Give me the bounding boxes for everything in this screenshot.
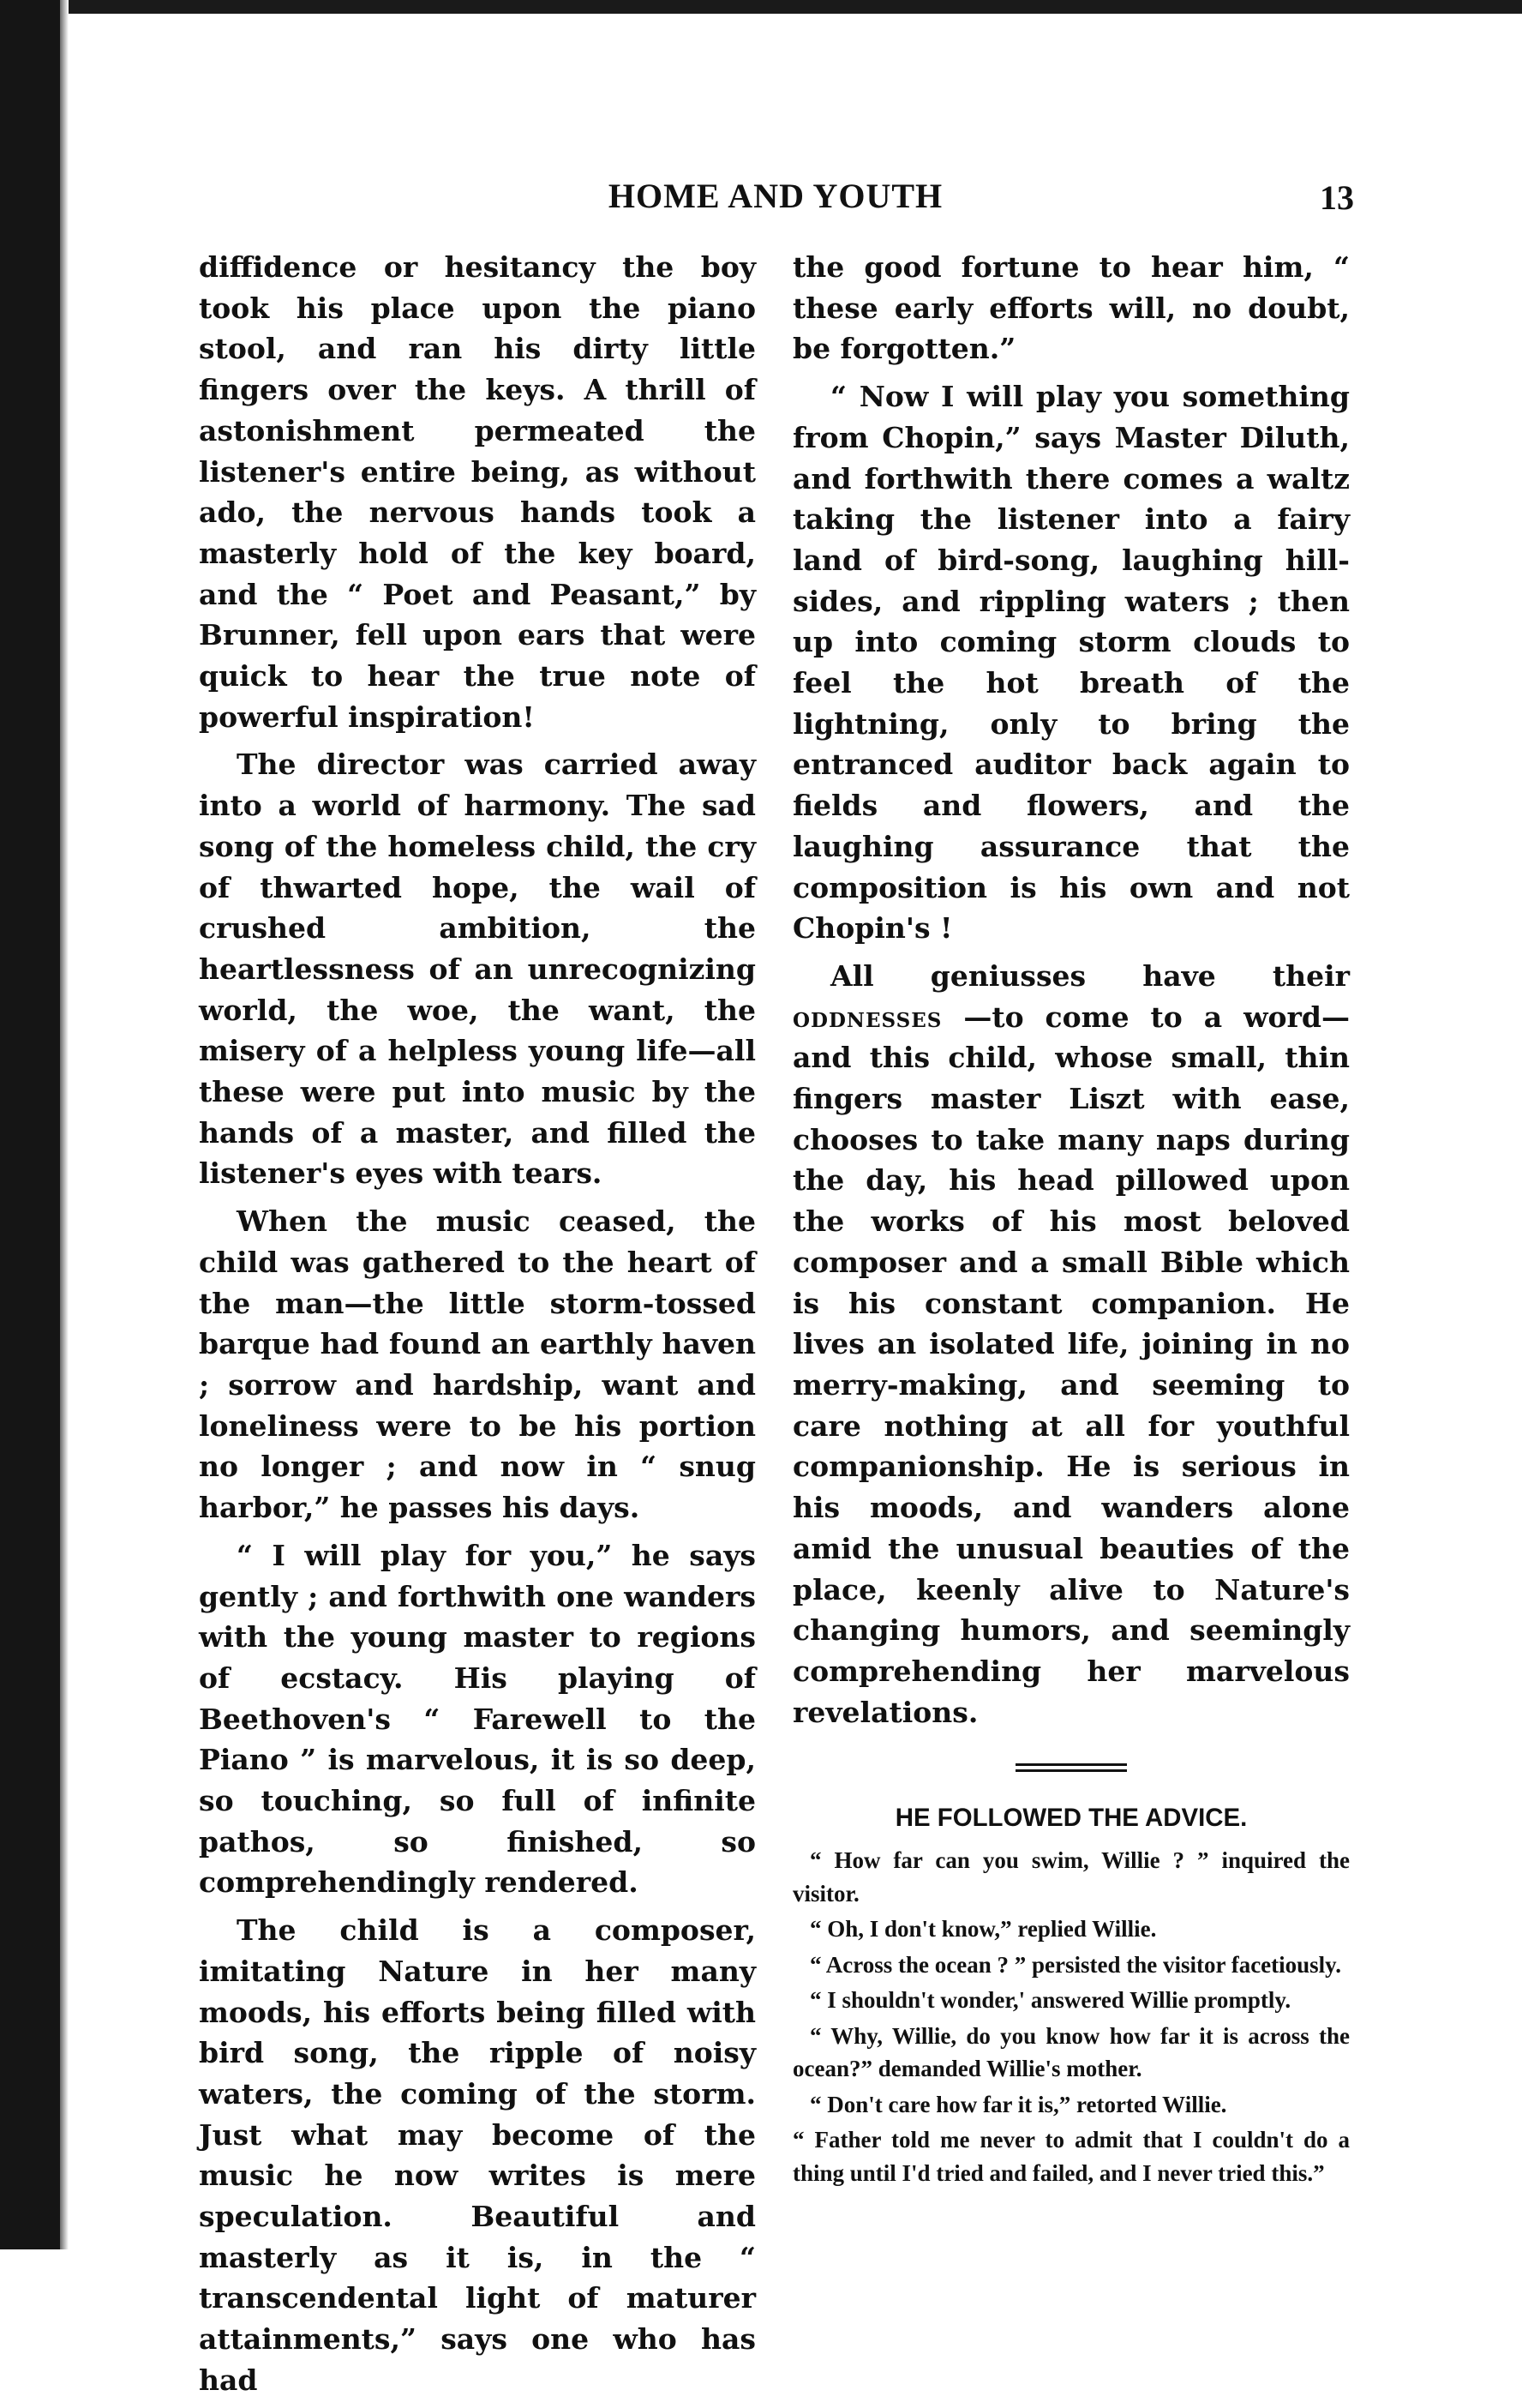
right-paragraph-1: the good fortune to hear him, “ these early efforts will, no doubt, be forgotten.” xyxy=(793,250,1350,366)
left-paragraph-1: diffidence or hesitancy the boy took his place upon the piano stool, and ran his dirty little fingers over the keys. A thrill of astonishment permeated the listener's entire being, as without ado, the nervous hands took a masterly hold of the key board, and the “ Poet and Peasant,” by Brunner, fell upon ears that were quick to hear the true note of powerful inspiration! xyxy=(199,250,756,734)
divider-rule-bottom xyxy=(1016,1769,1127,1772)
oddnesses-smallcaps: oddnesses xyxy=(793,1000,943,1034)
right-paragraph-3-start: All geniusses have their xyxy=(830,958,1350,993)
anecdote-line-6: “ Don't care how far it is,” retorted Willie. xyxy=(810,2091,1227,2117)
left-paragraph-2: The director was carried away into a world of harmony. The sad song of the homeless child, the cry of thwarted hope, the wail of crushed ambition, the heartlessness of an unrecognizing world, the woe, the want, the misery of a helpless young life—all these were put into music by the hands of a master, and filled the listener's eyes with tears. xyxy=(199,748,756,1191)
right-paragraph-3-rest: —to come to a word—and this child, whose small, thin fingers master Liszt with ease, chooses to take many naps during the day, his head pillowed upon the works of his most beloved composer and a small Bible which is his constant companion. He lives an isolated life, joining in no merry-making, and seeming to care nothing at all for youthful companionship. He is serious in his moods, and wanders alone amid the unusual beauties of the place, keenly alive to Nature's changing humors, and seemingly comprehending her marvelous revelations. xyxy=(793,1000,1350,1729)
page-number: 13 xyxy=(1320,178,1354,217)
book-spine-shadow xyxy=(0,0,60,2249)
right-paragraph-2: “ Now I will play you something from Chopin,” says Master Diluth, and forthwith there comes a waltz taking the listener into a fairy land of bird-song, laughing hill-sides, and rippling waters ; then up into coming storm clouds to feel the hot breath of the lightning, only to bring the entranced auditor back again to fields and flowers, and the laughing assurance that the composition is his own and not Chopin's ! xyxy=(793,380,1350,946)
running-title: HOME AND YOUTH xyxy=(608,177,944,215)
anecdote-line-7: “ Father told me never to admit that I couldn't do a thing until I'd tried and failed, and I never tried this.” xyxy=(793,2127,1350,2186)
divider-rule-top xyxy=(1016,1763,1127,1766)
section-divider xyxy=(1016,1763,1127,1772)
anecdote-line-3: “ Across the ocean ? ” persisted the visitor facetiously. xyxy=(810,1951,1341,1978)
left-paragraph-3: When the music ceased, the child was gathered to the heart of the man—the little storm-tossed barque had found an earthly haven ; sorrow and hardship, want and loneliness were to be his portion no longer ; and now in “ snug harbor,” he passes his days. xyxy=(199,1204,756,1525)
right-column xyxy=(793,247,1350,2189)
page-top-edge xyxy=(0,0,1522,14)
left-paragraph-4: “ I will play for you,” he says gently ; and forthwith one wanders with the young master to regions of ecstacy. His playing of Beethoven's “ Farewell to the Piano ” is marvelous, it is so deep, so touching, so full of infinite pathos, so finished, so comprehendingly rendered. xyxy=(199,1538,756,1900)
anecdote-line-1: “ How far can you swim, Willie ? ” inquired the visitor. xyxy=(793,1847,1350,1907)
anecdote-line-4: “ I shouldn't wonder,' answered Willie promptly. xyxy=(810,1987,1291,2014)
right-paragraph-3 xyxy=(793,956,1350,1732)
anecdote-line-2: “ Oh, I don't know,” replied Willie. xyxy=(810,1916,1157,1943)
book-spine-gradient xyxy=(60,0,69,2249)
anecdote-title: HE FOLLOWED THE ADVICE. xyxy=(895,1804,1248,1833)
left-paragraph-5: The child is a composer, imitating Nature in her many moods, his efforts being filled with bird song, the ripple of noisy waters, the coming of the storm. Just what may become of the music he now writes is mere speculation. Beautiful and masterly as it is, in the “ transcendental light of maturer attainments,” says one who has had xyxy=(199,1913,756,2397)
left-column xyxy=(199,247,756,2408)
anecdote-line-5: “ Why, Willie, do you know how far it is across the ocean?” demanded Willie's mother. xyxy=(793,2022,1350,2082)
running-head xyxy=(197,176,1354,219)
